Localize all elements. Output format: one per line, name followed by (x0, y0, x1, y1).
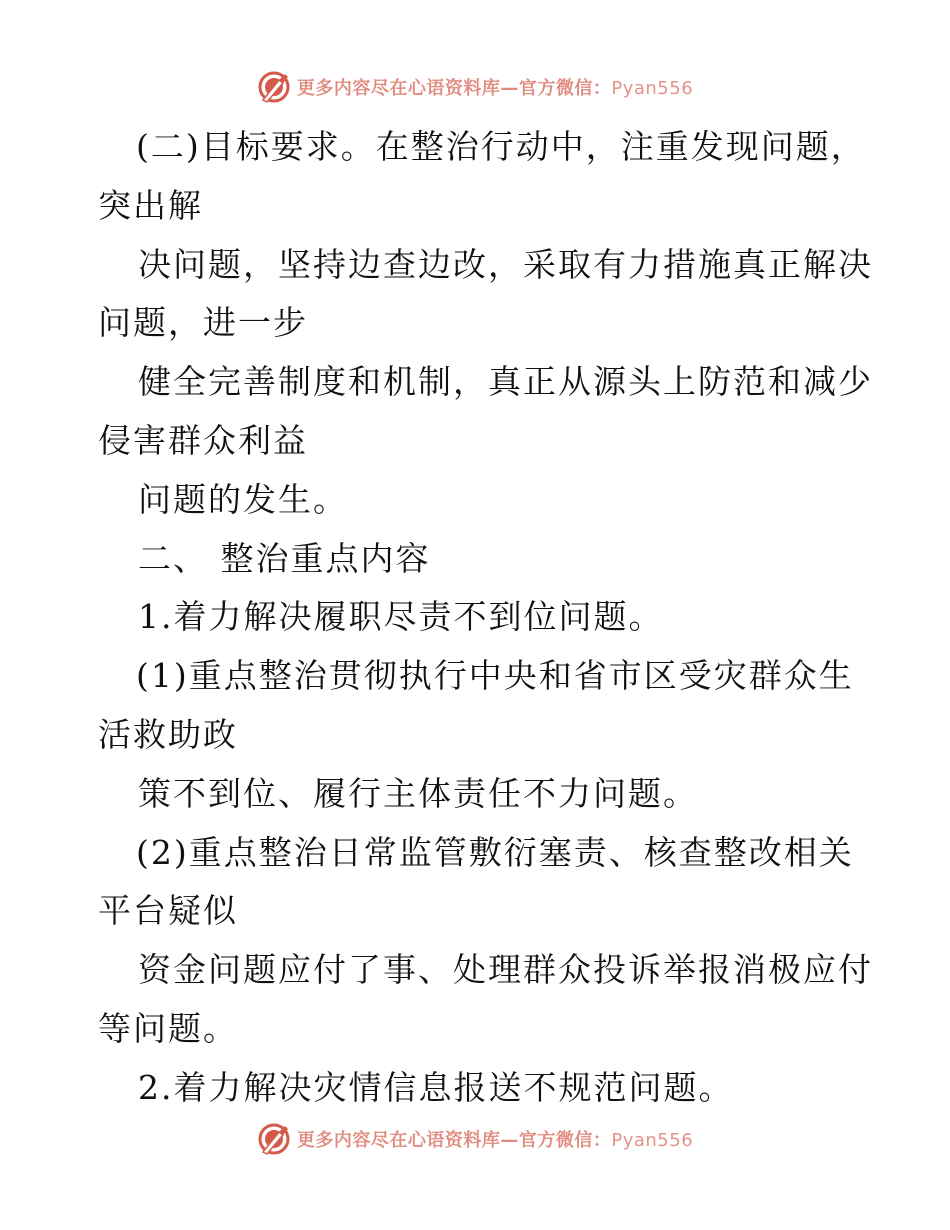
body-line: 策不到位、履行主体责任不力问题。 (138, 773, 698, 813)
header-banner-label: 更多内容尽在心语资料库—官方微信： (296, 78, 612, 99)
document-body (98, 118, 873, 1118)
page-header (0, 70, 950, 110)
body-line: 健全完善制度和机制，真正从源头上防范和减少 (138, 362, 873, 402)
body-line: 活救助政 (98, 714, 238, 754)
body-line: 突出解 (98, 185, 203, 225)
body-line: (2)重点整治日常监管敷衍塞责、核查整改相关 (136, 832, 854, 872)
header-banner (257, 70, 693, 104)
section-heading: 二、 整治重点内容 (138, 538, 431, 578)
body-line: (二)目标要求。在整治行动中，注重发现问题， (136, 127, 866, 166)
body-line: 1.着力解决履职尽责不到位问题。 (138, 597, 664, 637)
footer-banner (257, 1122, 693, 1156)
header-banner-text (297, 74, 693, 100)
pen-logo-icon (257, 70, 291, 104)
footer-banner-text (297, 1126, 693, 1152)
body-line: (1)重点整治贯彻执行中央和省市区受灾群众生 (136, 656, 854, 696)
body-line: 侵害群众利益 (98, 420, 308, 460)
body-line: 2.着力解决灾情信息报送不规范问题。 (138, 1067, 734, 1107)
body-line: 问题，进一步 (98, 303, 308, 343)
footer-wechat-id: Pyan556 (611, 1130, 694, 1151)
body-line: 平台疑似 (98, 891, 238, 931)
pen-logo-icon (257, 1122, 291, 1156)
body-line: 问题的发生。 (138, 479, 348, 519)
page-footer (0, 1122, 950, 1162)
body-line: 决问题，坚持边查边改，采取有力措施真正解决 (138, 244, 873, 284)
body-line: 等问题。 (98, 1008, 238, 1048)
footer-banner-label: 更多内容尽在心语资料库—官方微信： (296, 1130, 612, 1151)
header-wechat-id: Pyan556 (611, 78, 694, 99)
body-line: 资金问题应付了事、处理群众投诉举报消极应付 (138, 950, 873, 990)
